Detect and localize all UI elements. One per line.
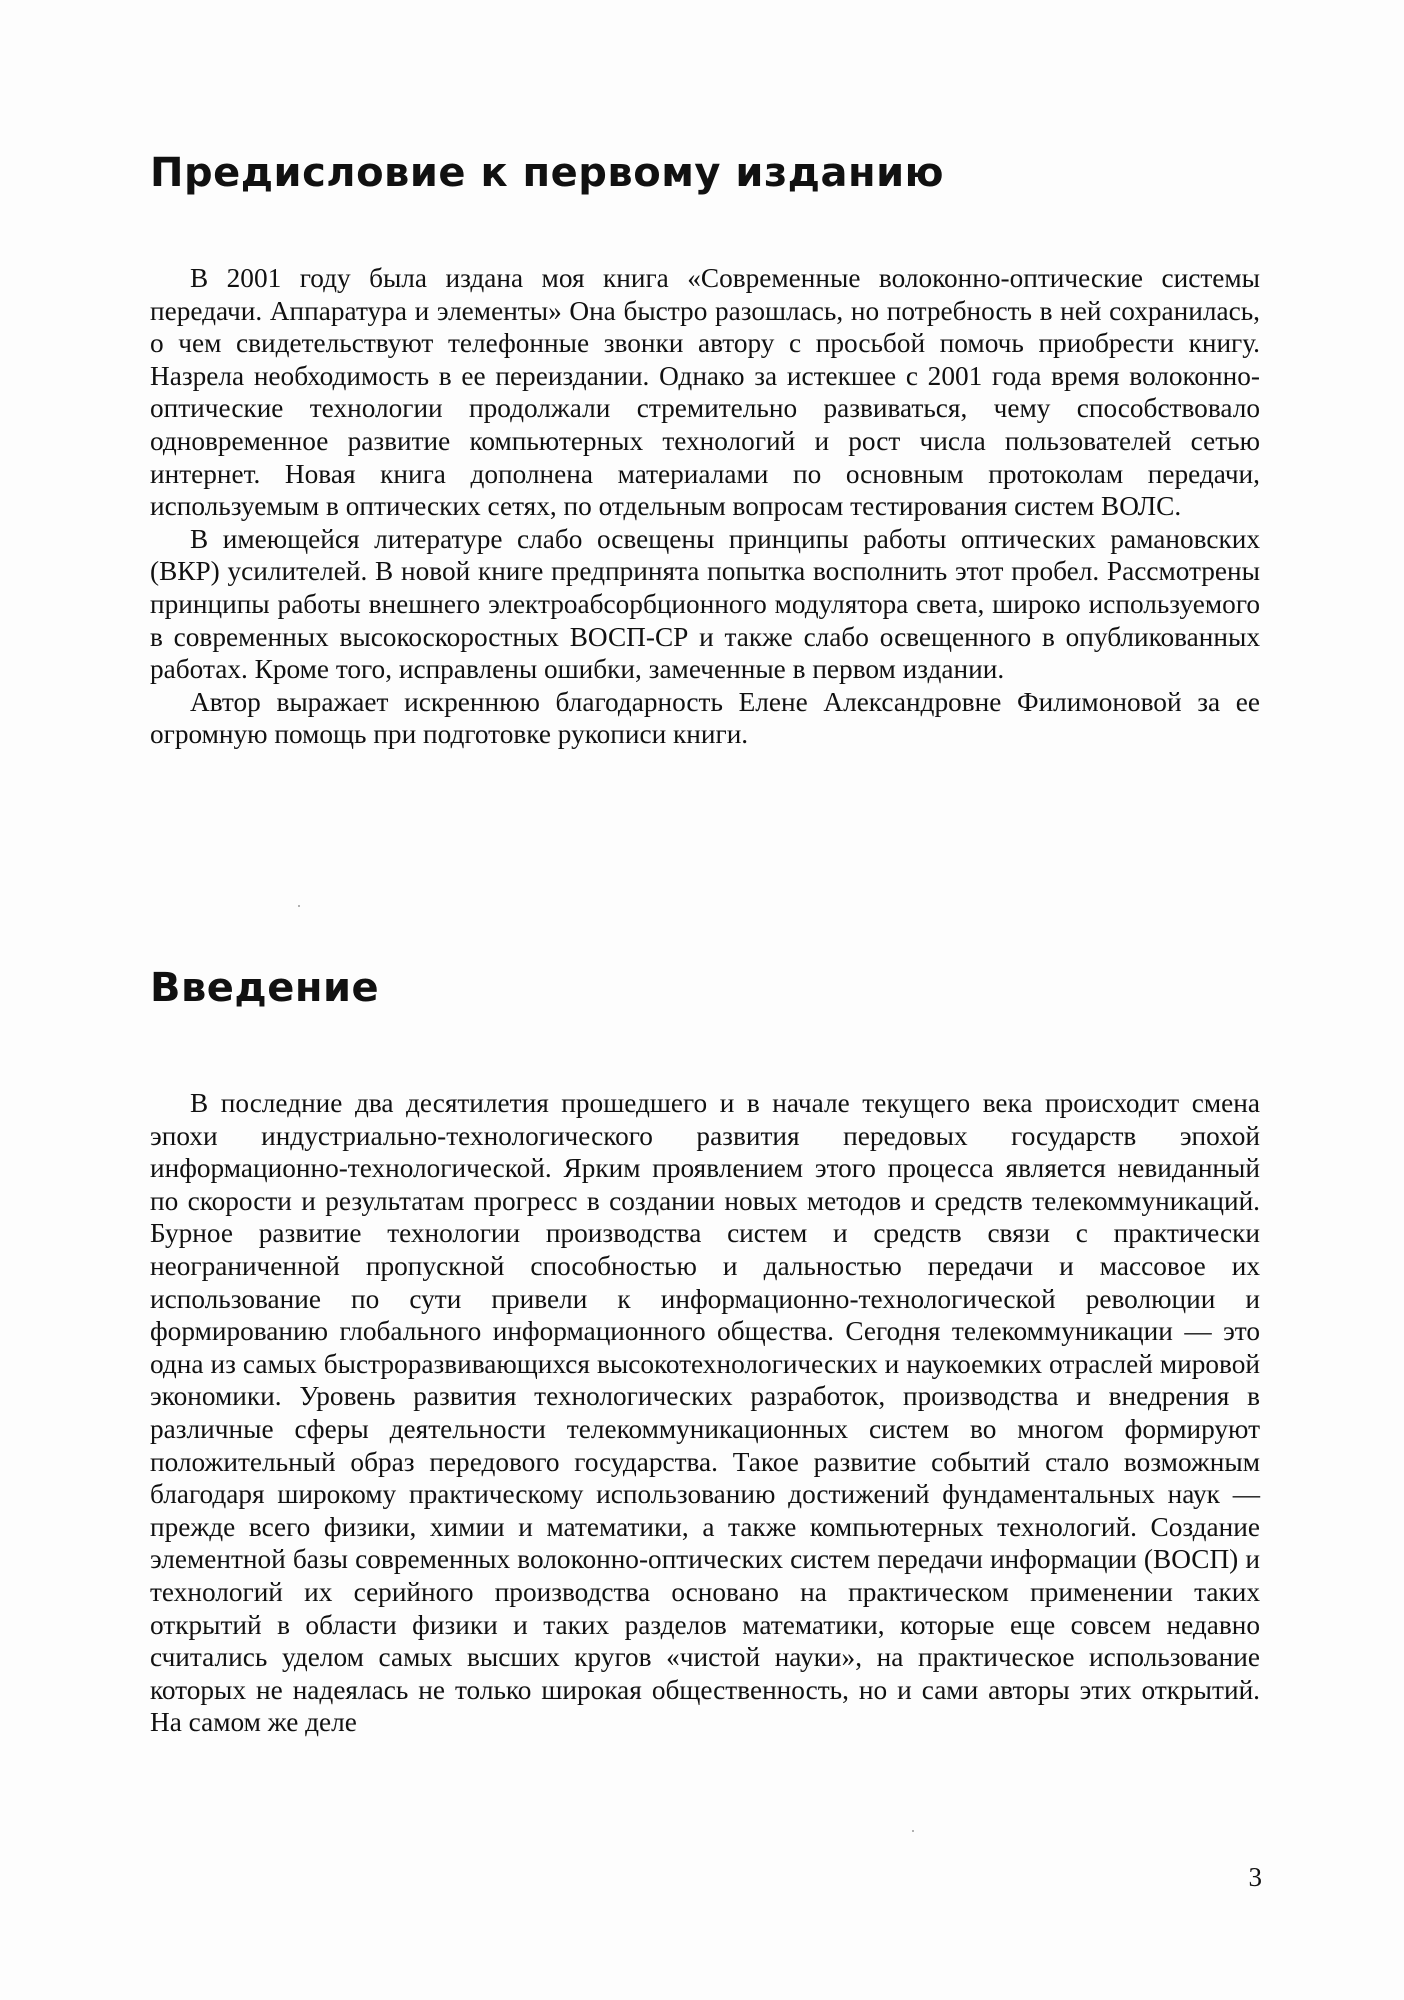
introduction-paragraph-1: В последние два десятилетия прошедшего и в начале текущего века происходит смена эпохи индустриально-технологического развития передовых государств эпохой информационно-технологической. Ярким проявлением этого процесса является невиданный по скорости и результатам прогресс в создании новых методов и средств телекоммуникаций. Бурное развитие технологии производства систем и средств связи с практически неограниченной пропускной способностью и дальностью передачи и массовое их использование по сути привели к информационно-технологической революции и формированию глобального информационного общества. Сегодня телекоммуникации — это одна из самых быстроразвивающихся высокотехнологических и наукоемких отраслей мировой экономики. Уровень развития технологических разработок, производства и внедрения в различные сферы деятельности телекоммуникационных систем во многом формируют положительный образ передового государства. Такое развитие событий стало возможным благодаря широкому практическому использованию достижений фундаментальных наук — прежде всего физики, химии и математики, а также компьютерных технологий. Создание элементной базы современных волоконно-оптических систем передачи информации (ВОСП) и технологий их серийного производства основано на практическом применении таких открытий в области физики и таких разделов математики, которые еще совсем недавно считались уделом самых высших кругов «чистой науки», на практическое использование которых не надеялась не только широкая общественность, но и сами авторы этих открытий. На самом же деле <box>150 1088 1260 1738</box>
preface-paragraph-1: В 2001 году была издана моя книга «Современные волоконно-оптические системы передачи. Аппаратура и элементы» Она быстро разошлась, но потребность в ней сохранилась, о чем свидетельствуют телефонные звонки автору с просьбой помочь приобрести книгу. Назрела необходимость в ее переиздании. Однако за истекшее с 2001 года время волоконно-оптические технологии продолжали стремительно развиваться, чему способствовало одновременное развитие компьютерных технологий и рост числа пользователей сетью интернет. Новая книга дополнена материалами по основным протоколам передачи, используемым в оптических сетях, по отдельным вопросам тестирования систем ВОЛС. <box>150 263 1260 522</box>
introduction-body <box>150 1087 1260 1739</box>
scan-speck <box>912 1830 914 1832</box>
page-number: 3 <box>1248 1862 1262 1892</box>
introduction-heading: Введение <box>150 965 380 1011</box>
scan-speck <box>298 905 300 907</box>
preface-body <box>150 262 1260 751</box>
preface-heading: Предисловие к первому изданию <box>150 150 945 196</box>
preface-paragraph-3: Автор выражает искреннюю благодарность Елене Александровне Филимоновой за ее огромную помощь при подготовке рукописи книги. <box>150 686 1260 750</box>
preface-paragraph-2: В имеющейся литературе слабо освещены принципы работы оптических рамановских (ВКР) усилителей. В новой книге предпринята попытка восполнить этот пробел. Рассмотрены принципы работы внешнего электроабсорбционного модулятора света, широко используемого в современных высокоскоростных ВОСП-СР и также слабо освещенного в опубликованных работах. Кроме того, исправлены ошибки, замеченные в первом издании. <box>150 523 1260 685</box>
